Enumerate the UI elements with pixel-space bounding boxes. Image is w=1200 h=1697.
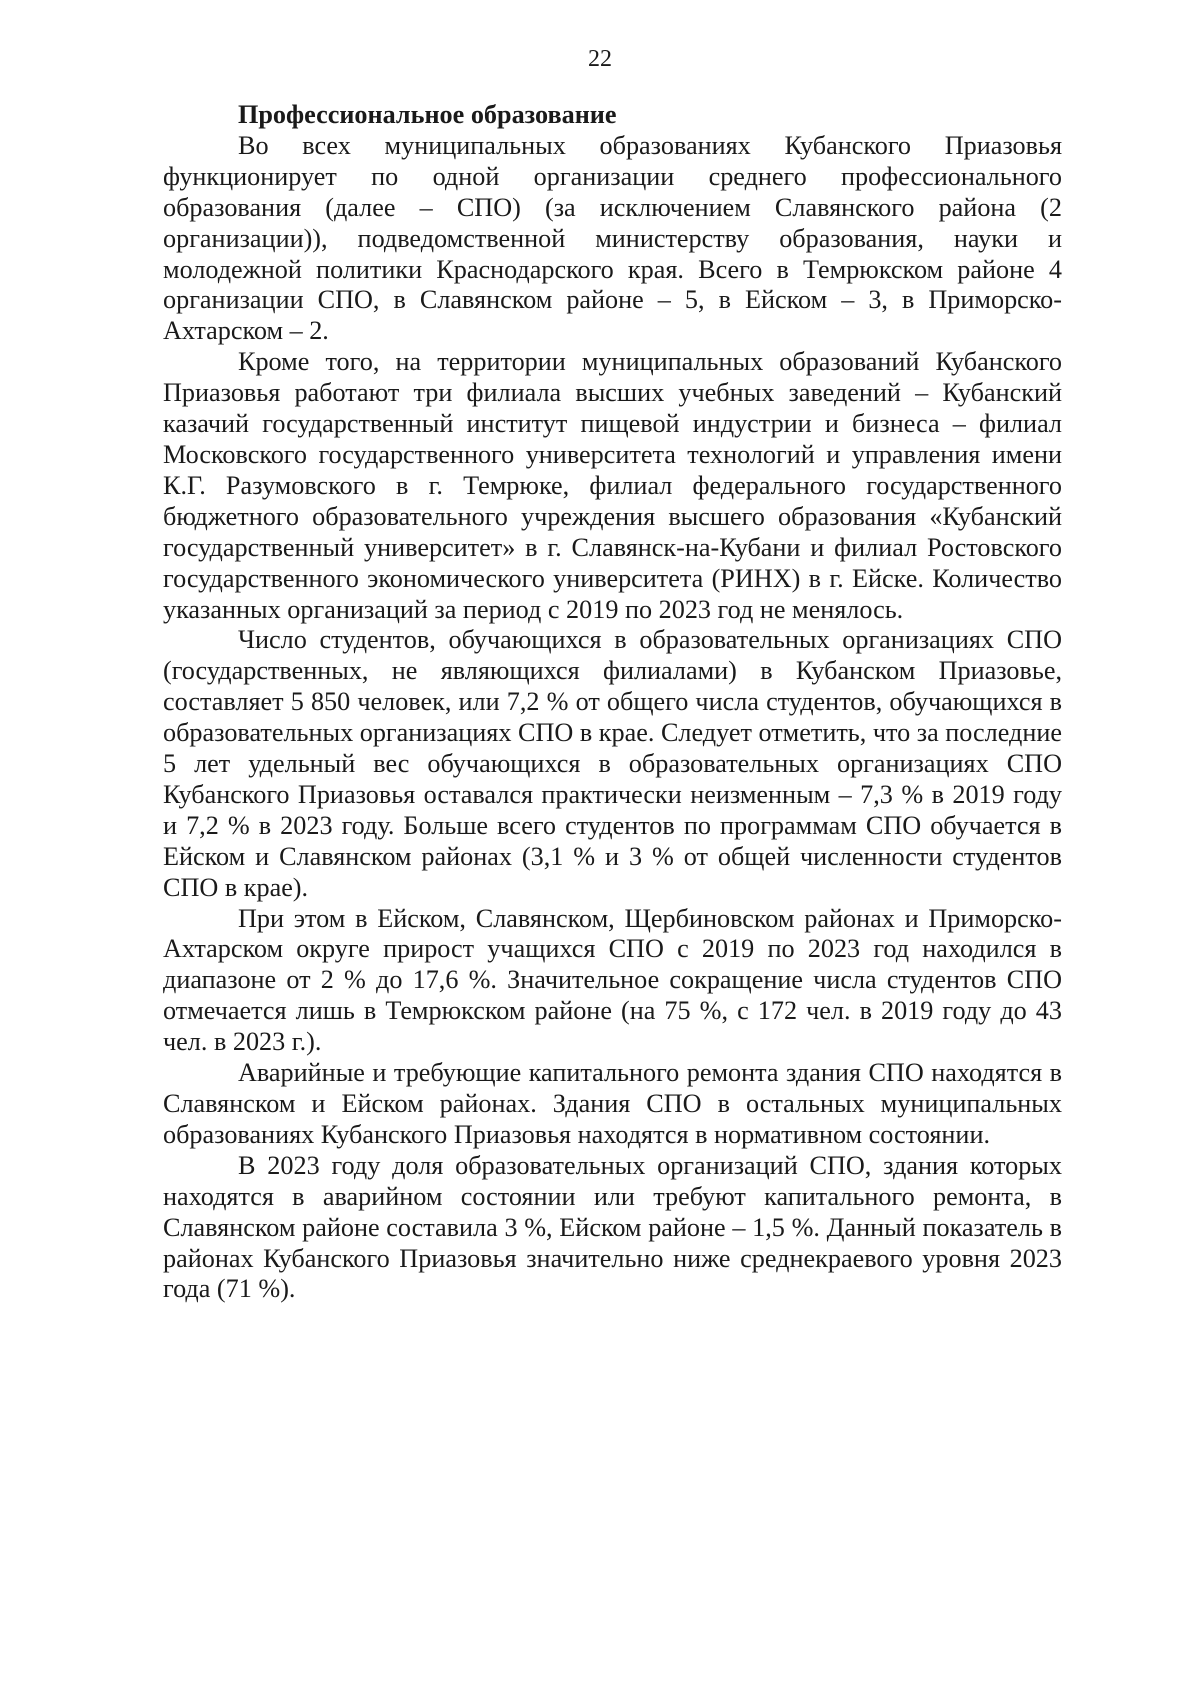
section-heading: Профессиональное образование (238, 100, 617, 129)
document-body (163, 100, 1062, 1305)
paragraph-emergency-share: В 2023 году доля образовательных организаций СПО, здания которых находятся в аварийном состоянии или требуют капитального ремонта, в Славянском районе составила 3 %, Ейском районе – 1,5 %. Данный показатель в районах Кубанского Приазовья значительно ниже среднекраевого уровня 2023 года (71 %). (163, 1150, 1062, 1304)
paragraph-building-condition: Аварийные и требующие капитального ремонта здания СПО находятся в Славянском и Ейском районах. Здания СПО в остальных муниципальных образованиях Кубанского Приазовья находятся в нормативном состоянии. (163, 1058, 1062, 1149)
paragraph-student-growth: При этом в Ейском, Славянском, Щербиновском районах и Приморско-Ахтарском округе прирост учащихся СПО с 2019 по 2023 год находился в диапазоне от 2 % до 17,6 %. Значительное сокращение числа студентов СПО отмечается лишь в Темрюкском районе (на 75 %, с 172 чел. в 2019 году до 43 чел. в 2023 г.). (163, 903, 1062, 1057)
page-number: 22 (588, 46, 612, 72)
paragraph-institutions: Во всех муниципальных образованиях Кубанского Приазовья функционирует по одной организации среднего профессионального образования (далее – СПО) (за исключением Славянского района (2 организации)), подведомственной министерству образования, науки и молодежной политики Краснодарского края. Всего в Темрюкском районе 4 организации СПО, в Славянском районе – 5, в Ейском – 3, в Приморско-Ахтарском – 2. (163, 130, 1062, 346)
paragraph-student-numbers: Число студентов, обучающихся в образовательных организациях СПО (государственных, не являющихся филиалами) в Кубанском Приазовье, составляет 5 850 человек, или 7,2 % от общего числа студентов, обучающихся в образовательных организациях СПО в крае. Следует отметить, что за последние 5 лет удельный вес обучающихся в образовательных организациях СПО Кубанского Приазовья оставался практически неизменным – 7,3 % в 2019 году и 7,2 % в 2023 году. Больше всего студентов по программам СПО обучается в Ейском и Славянском районах (3,1 % и 3 % от общей численности студентов СПО в крае). (163, 625, 1062, 902)
paragraph-university-branches: Кроме того, на территории муниципальных образований Кубанского Приазовья работают три филиала высших учебных заведений – Кубанский казачий государственный институт пищевой индустрии и бизнеса – филиал Московского государственного университета технологий и управления имени К.Г. Разумовского в г. Темрюке, филиал федерального государственного бюджетного образовательного учреждения высшего образования «Кубанский государственный университет» в г. Славянск-на-Кубани и филиал Ростовского государственного экономического университета (РИНХ) в г. Ейске. Количество указанных организаций за период с 2019 по 2023 год не менялось. (163, 347, 1062, 624)
